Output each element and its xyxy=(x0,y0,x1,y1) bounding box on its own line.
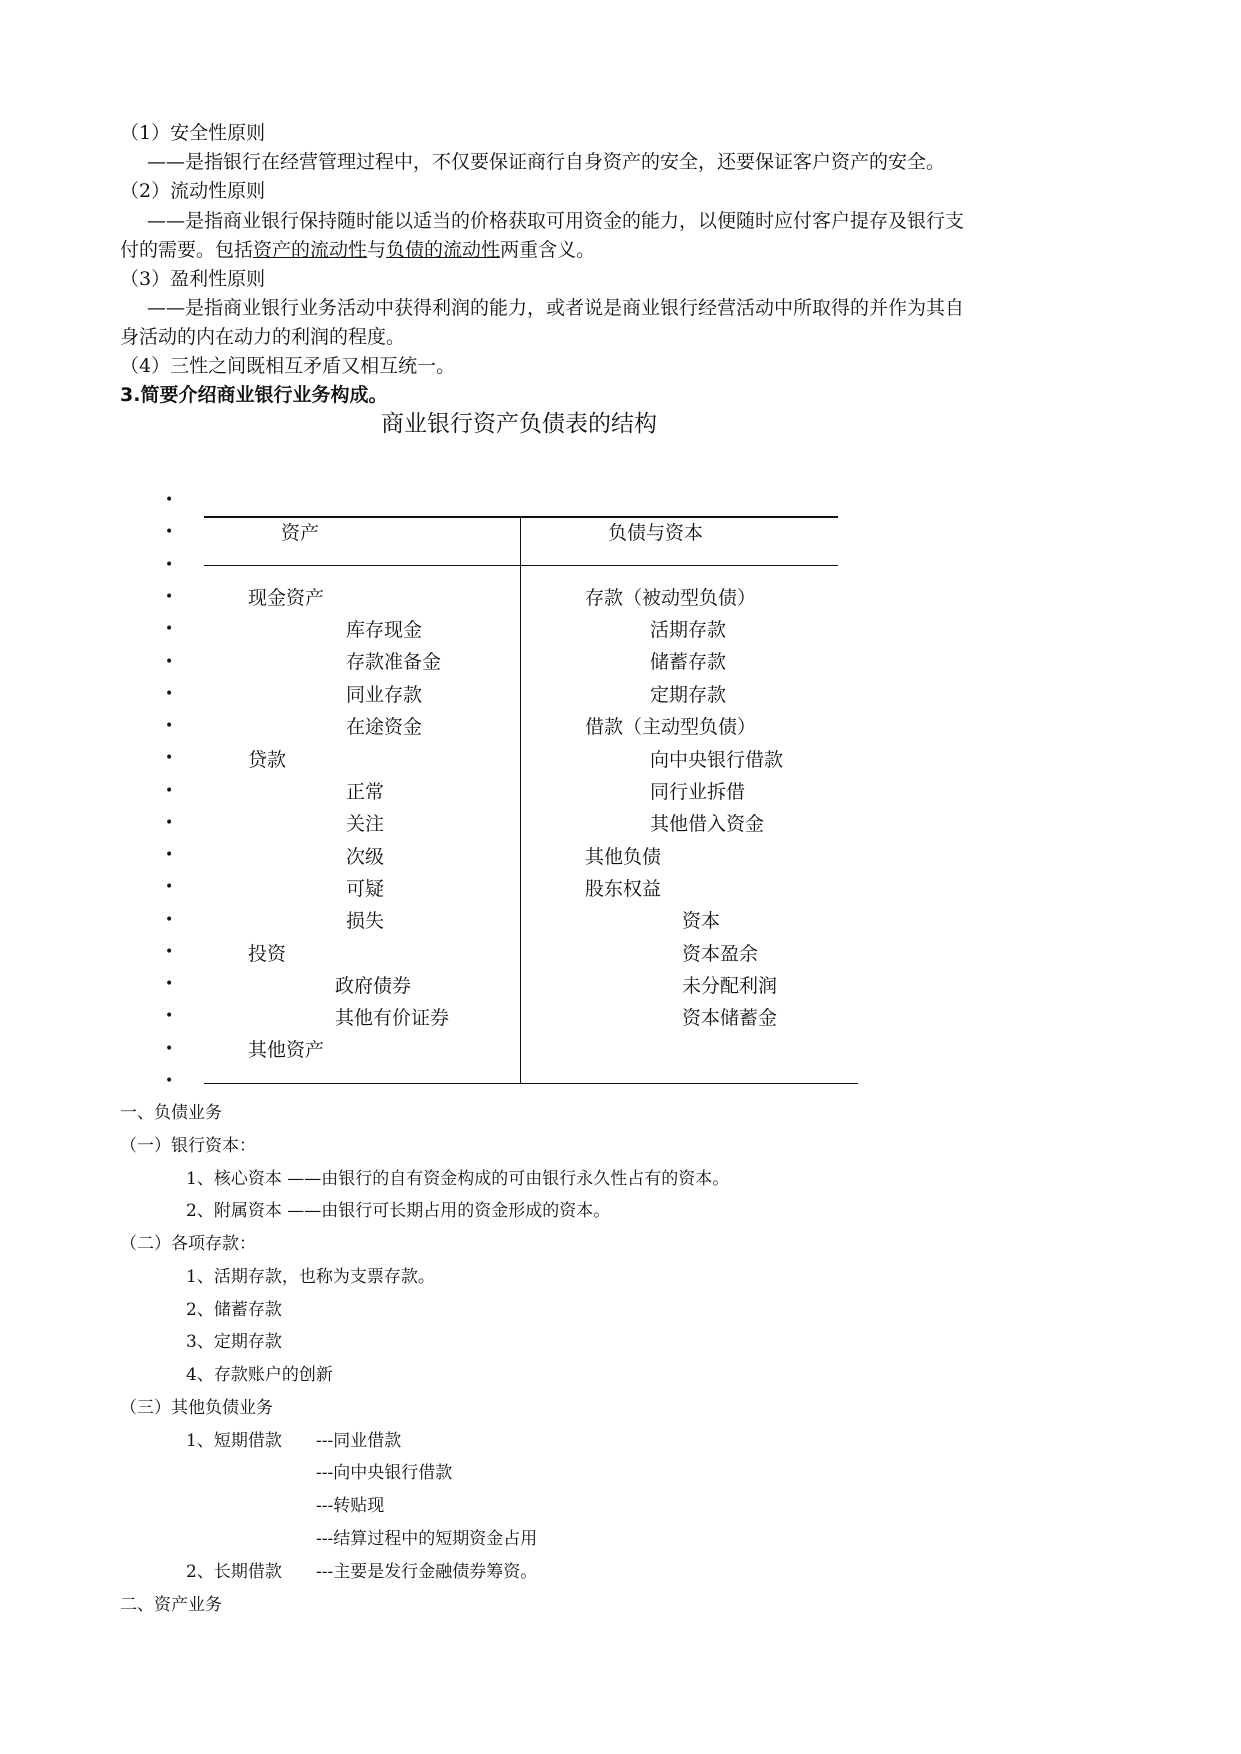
asset-other: 其他资产 xyxy=(248,1039,325,1061)
asset-investment: 投资 xyxy=(248,943,287,965)
liability-borrowings: 借款（主动型负债） xyxy=(585,716,757,738)
asset-investment-item: 其他有价证券 xyxy=(335,1007,450,1029)
bullet-marker: • xyxy=(165,557,174,573)
core-capital: 1、核心资本 ——由银行的自有资金构成的可由银行永久性占有的资本。 xyxy=(186,1169,730,1189)
short-term-item: ---同业借款 xyxy=(316,1431,402,1451)
table-column-divider xyxy=(520,517,521,1083)
principle-2-body-line2 xyxy=(120,238,595,262)
short-term-item: ---结算过程中的短期资金占用 xyxy=(316,1529,538,1549)
deposit-list-item: 2、储蓄存款 xyxy=(186,1300,282,1320)
asset-loan-item: 关注 xyxy=(346,813,385,835)
text-span: 付的需要。包括 xyxy=(120,239,254,261)
liability-borrowing-item: 其他借入资金 xyxy=(650,813,765,835)
bullet-marker: • xyxy=(165,718,174,734)
bullet-marker: • xyxy=(165,686,174,702)
table-top-rule xyxy=(204,516,838,518)
liability-borrowing-item: 同行业拆借 xyxy=(650,781,746,803)
bullet-marker: • xyxy=(165,1073,174,1089)
text-span: 与 xyxy=(367,239,387,261)
bullet-marker: • xyxy=(165,847,174,863)
liability-liquidity-underlined: 负债的流动性 xyxy=(386,239,501,261)
liability-business-heading: 一、负债业务 xyxy=(120,1103,222,1123)
principle-1-title: （1）安全性原则 xyxy=(120,122,266,144)
equity-item: 资本盈余 xyxy=(682,943,759,965)
asset-loans: 贷款 xyxy=(248,749,287,771)
bullet-marker: • xyxy=(165,815,174,831)
bullet-marker: • xyxy=(165,589,174,605)
bullet-marker: • xyxy=(165,976,174,992)
asset-cash-item: 在途资金 xyxy=(346,716,423,738)
table-bottom-rule xyxy=(204,1083,858,1084)
bullet-marker: • xyxy=(165,654,174,670)
header-liabilities: 负债与资本 xyxy=(608,522,704,544)
asset-cash-item: 同业存款 xyxy=(346,684,423,706)
header-assets: 资产 xyxy=(281,522,320,544)
asset-liquidity-underlined: 资产的流动性 xyxy=(253,239,368,261)
bullet-marker: • xyxy=(165,944,174,960)
asset-investment-item: 政府债券 xyxy=(335,975,412,997)
liability-equity: 股东权益 xyxy=(585,878,662,900)
principle-3-body-line2: 身活动的内在动力的利润的程度。 xyxy=(120,326,406,348)
equity-item: 资本 xyxy=(682,910,721,932)
bullet-marker: • xyxy=(165,750,174,766)
liability-deposit-item: 储蓄存款 xyxy=(650,651,727,673)
principle-1-body: ——是指银行在经营管理过程中，不仅要保证商行自身资产的安全，还要保证客户资产的安全。 xyxy=(147,151,946,173)
asset-cash: 现金资产 xyxy=(248,587,325,609)
section-3-heading: 3.简要介绍商业银行业务构成。 xyxy=(120,384,388,406)
bullet-marker: • xyxy=(165,1008,174,1024)
asset-cash-item: 库存现金 xyxy=(346,619,423,641)
asset-business-heading: 二、资产业务 xyxy=(120,1595,222,1615)
principle-2-body-line1: ——是指商业银行保持随时能以适当的价格获取可用资金的能力，以便随时应付客户提存及银行支 xyxy=(147,210,965,232)
deposit-list-item: 1、活期存款，也称为支票存款。 xyxy=(186,1267,435,1287)
principle-4: （4）三性之间既相互矛盾又相互统一。 xyxy=(120,355,456,377)
supplementary-capital: 2、附属资本 ——由银行可长期占用的资金形成的资本。 xyxy=(186,1201,611,1221)
liability-deposits: 存款（被动型负债） xyxy=(585,587,757,609)
liability-other: 其他负债 xyxy=(585,846,662,868)
equity-item: 资本储蓄金 xyxy=(682,1007,778,1029)
asset-loan-item: 损失 xyxy=(346,910,385,932)
bullet-marker: • xyxy=(165,783,174,799)
asset-loan-item: 次级 xyxy=(346,846,385,868)
short-term-borrowing-label: 1、短期借款 xyxy=(186,1431,282,1451)
deposit-list-item: 3、定期存款 xyxy=(186,1332,282,1352)
asset-loan-item: 可疑 xyxy=(346,878,385,900)
balance-sheet-title: 商业银行资产负债表的结构 xyxy=(381,411,657,437)
bullet-marker: • xyxy=(165,492,174,508)
principle-3-body-line1: ——是指商业银行业务活动中获得利润的能力，或者说是商业银行经营活动中所取得的并作为其自 xyxy=(147,297,965,319)
principle-3-title: （3）盈利性原则 xyxy=(120,268,266,290)
bank-capital-heading: （一）银行资本： xyxy=(120,1136,256,1156)
asset-loan-item: 正常 xyxy=(346,781,385,803)
bullet-marker: • xyxy=(165,524,174,540)
deposit-list-item: 4、存款账户的创新 xyxy=(186,1365,333,1385)
equity-item: 未分配利润 xyxy=(682,975,778,997)
short-term-item: ---转贴现 xyxy=(316,1496,385,1516)
other-liabilities-heading: （三）其他负债业务 xyxy=(120,1398,273,1418)
bullet-marker: • xyxy=(165,621,174,637)
deposits-heading: （二）各项存款： xyxy=(120,1234,256,1254)
bullet-marker: • xyxy=(165,1041,174,1057)
long-term-borrowing-label: 2、长期借款 xyxy=(186,1562,282,1582)
long-term-item: ---主要是发行金融债券筹资。 xyxy=(316,1562,538,1582)
table-header-rule xyxy=(204,565,838,566)
asset-cash-item: 存款准备金 xyxy=(346,651,442,673)
liability-deposit-item: 定期存款 xyxy=(650,684,727,706)
bullet-marker: • xyxy=(165,879,174,895)
short-term-item: ---向中央银行借款 xyxy=(316,1463,453,1483)
principle-2-title: （2）流动性原则 xyxy=(120,180,266,202)
bullet-marker: • xyxy=(165,912,174,928)
liability-deposit-item: 活期存款 xyxy=(650,619,727,641)
liability-borrowing-item: 向中央银行借款 xyxy=(650,749,784,771)
text-span: 两重含义。 xyxy=(500,239,596,261)
